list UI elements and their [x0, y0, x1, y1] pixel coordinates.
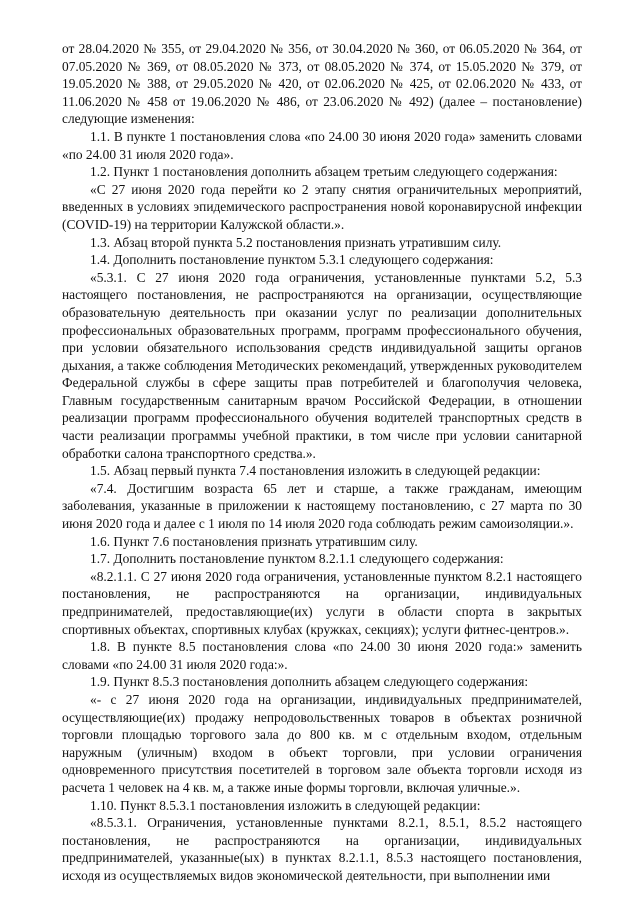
paragraph: 1.10. Пункт 8.5.3.1 постановления изложить в следующей редакции: — [90, 797, 481, 813]
paragraph: «- с 27 июня 2020 года на организации, индивидуальных предпринимателей, осуществляющие(их) продажу непродовольственных товаров в объектах розничной торговли площадью торгового зала до 800 кв. м с отдельным входом, отдельным наружным (уличным) входом в объект торговли, при условии ограничения одновременного присутствия посетителей в торговом зале объекта торговли исходя из расчета 1 человек на 4 кв. м, а также иные формы торговли, включая уличные.». — [62, 691, 582, 795]
paragraph: «8.2.1.1. С 27 июня 2020 года ограничения, установленные пунктом 8.2.1 настоящего постановления, не распространяются на организации, индивидуальных предпринимателей, предоставляющие(их) услуги в области спорта в закрытых спортивных объектах, спортивных клубах (кружках, секциях); услуги фитнес-центров.». — [62, 568, 582, 637]
paragraph: 1.9. Пункт 8.5.3 постановления дополнить абзацем следующего содержания: — [90, 674, 529, 690]
paragraph: 1.2. Пункт 1 постановления дополнить абзацем третьим следующего содержания: — [90, 164, 558, 180]
paragraph: 1.8. В пункте 8.5 постановления слова «по 24.00 30 июня 2020 года:» заменить словами «по 24.00 31 июля 2020 года:». — [62, 639, 582, 672]
paragraph: 1.5. Абзац первый пункта 7.4 постановления изложить в следующей редакции: — [90, 463, 541, 479]
paragraph: 1.3. Абзац второй пункта 5.2 постановления признать утратившим силу. — [90, 234, 502, 250]
paragraph: «8.5.3.1. Ограничения, установленные пунктами 8.2.1, 8.5.1, 8.5.2 настоящего постановления, не распространяются на организации, индивидуальных предпринимателей, указанные(ых) в пунктах 8.2.1.1, 8.5.3 настоящего постановления, исходя из осуществляемых видов экономической деятельности, при выполнении ими — [62, 815, 582, 883]
paragraph: 1.7. Дополнить постановление пунктом 8.2.1.1 следующего содержания: — [90, 551, 504, 567]
paragraph: «5.3.1. С 27 июня 2020 года ограничения, установленные пунктами 5.2, 5.3 настоящего постановления, не распространяются на организации, осуществляющие образовательную деятельность при оказании услуг по реализации дополнительных профессиональных образовательных программ, программ профессионального обучения, при условии обязательного использования средств индивидуальной защиты органов дыхания, а также соблюдения Методических рекомендаций, утвержденных руководителем Федеральной службы в сфере защиты прав потребителей и благополучия человека, Главным государственным санитарным врачом Российской Федерации, в отношении реализации программ профессионального обучения водителей транспортных средств в части реализации программы учебной практики, в том числе при условии санитарной обработки салона транспортного средства.». — [62, 269, 582, 461]
paragraph: 1.4. Дополнить постановление пунктом 5.3.1 следующего содержания: — [90, 252, 494, 268]
paragraph: от 28.04.2020 № 355, от 29.04.2020 № 356, от 30.04.2020 № 360, от 06.05.2020 № 364, от 07.05.2020 № 369, от 08.05.2020 № 373, от 08.05.2020 № 374, от 15.05.2020 № 379, от 19.05.2020 № 388, от 29.05.2020 № 420, от 02.06.2020 № 425, от 02.06.2020 № 433, от 11.06.2020 № 458 от 19.06.2020 № 486, от 23.06.2020 № 492) (далее – постановление) следующие изменения: — [62, 41, 582, 127]
paragraph: «С 27 июня 2020 года перейти ко 2 этапу снятия ограничительных мероприятий, введенных в условиях эпидемического распространения новой коронавирусной инфекции (COVID-19) на территории Калужской области.». — [62, 181, 582, 232]
paragraph: 1.1. В пункте 1 постановления слова «по 24.00 30 июня 2020 года» заменить словами «по 24.00 31 июля 2020 года». — [62, 128, 582, 162]
document-body — [62, 40, 582, 885]
paragraph: 1.6. Пункт 7.6 постановления признать утратившим силу. — [90, 533, 418, 549]
paragraph: «7.4. Достигшим возраста 65 лет и старше, а также гражданам, имеющим заболевания, указанные в приложении к настоящему постановлению, с 27 марта по 30 июня 2020 года и далее с 1 июля по 14 июля 2020 года соблюдать режим самоизоляции.». — [62, 480, 582, 532]
